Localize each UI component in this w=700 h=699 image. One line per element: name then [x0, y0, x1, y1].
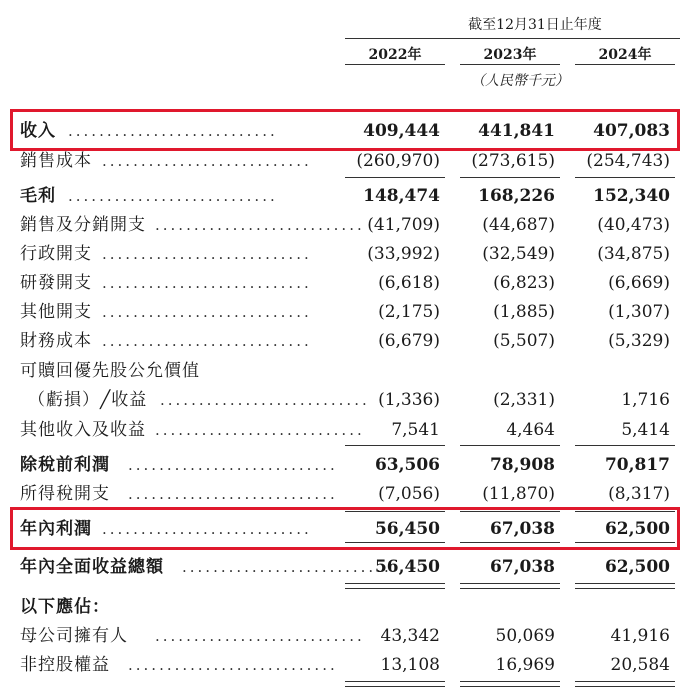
row-label: 財務成本 — [20, 331, 92, 351]
row-label: 研發開支 — [20, 273, 92, 293]
value-2023: 4,464 — [506, 420, 555, 440]
dot-leader: ........................... — [102, 274, 312, 292]
dot-leader: ........................... — [128, 656, 338, 674]
year-2023: 2023年 — [483, 47, 537, 63]
value-2023: (32,549) — [482, 244, 555, 264]
table-row-attributable-heading — [0, 593, 700, 621]
dot-leader: ........................... — [102, 303, 312, 321]
period-underline — [345, 38, 680, 39]
value-2022: 56,450 — [374, 557, 440, 577]
row-label: 收入 — [20, 121, 56, 141]
row-label: 年內利潤 — [20, 519, 92, 539]
value-2022: (7,056) — [378, 484, 440, 504]
value-2024: 70,817 — [604, 455, 670, 475]
dot-leader: ........................... — [155, 421, 365, 439]
table-row-non-controlling-interests — [0, 651, 700, 679]
value-2022: (2,175) — [378, 302, 440, 322]
value-2023: 78,908 — [489, 455, 555, 475]
unit-label: （人民幣千元） — [471, 73, 569, 89]
value-2022: 56,450 — [374, 519, 440, 539]
year-underline-2023 — [460, 64, 560, 65]
table-row-gross-profit — [0, 182, 700, 210]
value-2024: 407,083 — [593, 121, 670, 141]
value-2024: (1,307) — [608, 302, 670, 322]
row-label: 以下應佔： — [20, 597, 110, 617]
row-label: 行政開支 — [20, 244, 92, 264]
table-row-income-tax — [0, 480, 700, 508]
row-label: 其他收入及收益 — [20, 420, 146, 440]
row-label: （虧損）╱收益 — [28, 390, 148, 410]
dot-leader: ........................... — [102, 520, 312, 538]
value-2022: (6,679) — [378, 331, 440, 351]
value-2023: (1,885) — [493, 302, 555, 322]
dot-leader: ........................... — [128, 456, 338, 474]
total-double-underline — [575, 583, 675, 589]
value-2024: 1,716 — [621, 390, 670, 410]
row-label: 母公司擁有人 — [20, 626, 128, 646]
value-2022: 148,474 — [363, 186, 440, 206]
value-2023: 67,038 — [489, 557, 555, 577]
year-2024: 2024年 — [598, 47, 652, 63]
value-2022: (6,618) — [378, 273, 440, 293]
subtotal-underline — [575, 445, 675, 446]
total-double-underline — [575, 681, 675, 687]
value-2024: (254,743) — [586, 151, 670, 171]
table-row-preferred-shares-heading — [0, 357, 700, 385]
period-header: 截至12月31日止年度 — [468, 17, 602, 33]
value-2024: 20,584 — [610, 655, 670, 675]
table-row-selling-expenses — [0, 211, 700, 239]
value-2024: (34,875) — [597, 244, 670, 264]
value-2022: 63,506 — [374, 455, 440, 475]
value-2022: (33,992) — [367, 244, 440, 264]
row-label: 除稅前利潤 — [20, 455, 110, 475]
value-2022: 13,108 — [380, 655, 440, 675]
value-2023: (5,507) — [493, 331, 555, 351]
value-2022: (260,970) — [356, 151, 440, 171]
table-row-total-comprehensive-income — [0, 553, 700, 581]
dot-leader: ........................... — [128, 485, 338, 503]
table-row-finance-costs — [0, 327, 700, 355]
dot-leader: ........................... — [68, 187, 278, 205]
value-2023: 16,969 — [495, 655, 555, 675]
value-2023: 67,038 — [489, 519, 555, 539]
value-2024: (5,329) — [608, 331, 670, 351]
value-2024: 41,916 — [610, 626, 670, 646]
value-2022: (41,709) — [367, 215, 440, 235]
dot-leader: ........................... — [155, 627, 365, 645]
value-2023: (273,615) — [471, 151, 555, 171]
value-2023: 441,841 — [478, 121, 555, 141]
subtotal-underline — [345, 445, 445, 446]
dot-leader: ........................... — [102, 332, 312, 350]
dot-leader: ........................... — [160, 391, 370, 409]
subtotal-underline — [460, 445, 560, 446]
highlight-box-profit-for-year — [10, 507, 680, 550]
row-label: 非控股權益 — [20, 655, 110, 675]
value-2023: (2,331) — [493, 390, 555, 410]
value-2024: 152,340 — [593, 186, 670, 206]
subtotal-underline — [575, 177, 675, 178]
subtotal-underline — [460, 177, 560, 178]
table-row-fair-value-change — [0, 386, 700, 414]
total-double-underline — [345, 583, 445, 589]
total-double-underline — [460, 583, 560, 589]
value-2024: (40,473) — [597, 215, 670, 235]
value-2023: (6,823) — [493, 273, 555, 293]
value-2024: (8,317) — [608, 484, 670, 504]
year-underline-2024 — [575, 64, 675, 65]
row-label: 銷售及分銷開支 — [20, 215, 146, 235]
row-label: 銷售成本 — [20, 151, 92, 171]
row-label: 其他開支 — [20, 302, 92, 322]
table-row-rnd-expenses — [0, 269, 700, 297]
value-2024: 62,500 — [604, 557, 670, 577]
highlight-box-revenue — [10, 109, 680, 151]
table-row-cost-of-sales — [0, 147, 700, 175]
dot-leader: ........................... — [102, 152, 312, 170]
value-2022: (1,336) — [378, 390, 440, 410]
dot-leader: ........................... — [182, 558, 392, 576]
value-2023: 168,226 — [478, 186, 555, 206]
subtotal-underline — [345, 177, 445, 178]
value-2022: 409,444 — [363, 121, 440, 141]
value-2023: (44,687) — [482, 215, 555, 235]
row-label: 年內全面收益總額 — [20, 557, 164, 577]
value-2023: 50,069 — [495, 626, 555, 646]
value-2022: 7,541 — [391, 420, 440, 440]
row-label: 毛利 — [20, 186, 56, 206]
table-row-profit-before-tax — [0, 451, 700, 479]
table-row-other-income — [0, 416, 700, 444]
value-2024: (6,669) — [608, 273, 670, 293]
dot-leader: ........................... — [102, 245, 312, 263]
dot-leader: ........................... — [155, 216, 365, 234]
value-2024: 5,414 — [621, 420, 670, 440]
row-label: 可贖回優先股公允價值 — [20, 361, 200, 381]
table-row-admin-expenses — [0, 240, 700, 268]
total-double-underline — [460, 681, 560, 687]
value-2023: (11,870) — [482, 484, 555, 504]
year-underline-2022 — [345, 64, 445, 65]
dot-leader: ........................... — [68, 122, 278, 140]
value-2022: 43,342 — [380, 626, 440, 646]
table-row-owners-of-parent — [0, 622, 700, 650]
row-label: 所得稅開支 — [20, 484, 110, 504]
value-2024: 62,500 — [604, 519, 670, 539]
year-2022: 2022年 — [368, 47, 422, 63]
total-double-underline — [345, 681, 445, 687]
table-row-other-expenses — [0, 298, 700, 326]
